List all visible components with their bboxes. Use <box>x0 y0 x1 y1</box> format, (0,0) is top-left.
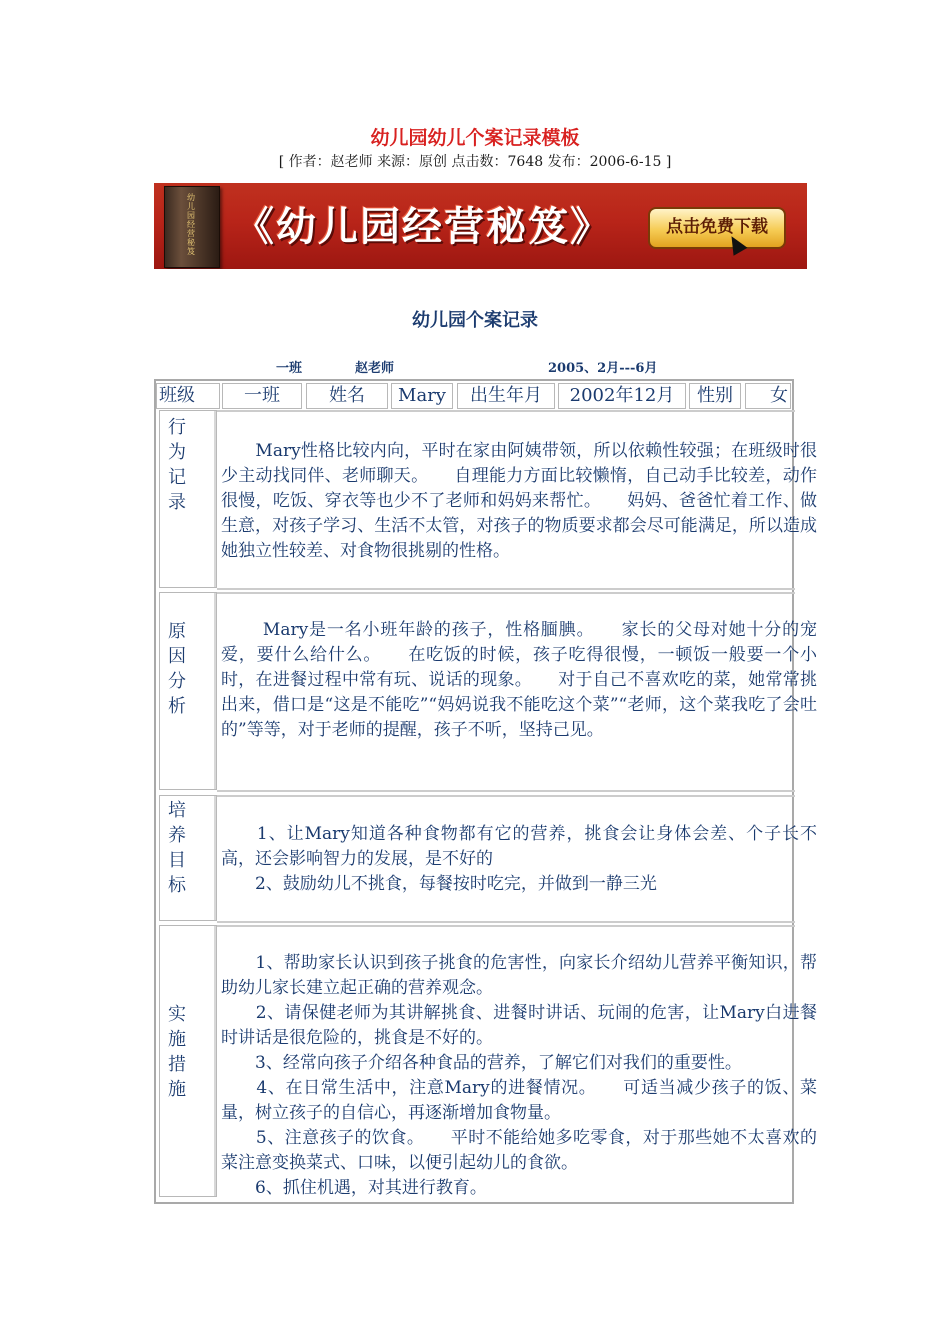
name-label: 姓名 <box>306 383 388 409</box>
download-banner[interactable] <box>154 183 807 269</box>
class-value: 一班 <box>222 383 302 409</box>
birth-value: 2002年12月 <box>558 383 686 409</box>
info-class: 一班 <box>276 361 303 376</box>
article-meta: [ 作者：赵老师 来源：原创 点击数：7648 发布：2006-6-15 ] <box>278 154 672 170</box>
info-teacher: 赵老师 <box>355 361 395 376</box>
info-period: 2005、2月---6月 <box>548 361 658 376</box>
paragraph: 4、在日常生活中，注意Mary的进餐情况。 可适当减少孩子的饭、菜量，树立孩子的自信心，再逐渐增加食物量。 <box>221 1078 817 1123</box>
paragraph: Mary性格比较内向，平时在家由阿姨带领，所以依赖性较强；在班级时很少主动找同伴、老师聊天。 自理能力方面比较懒惰，自己动手比较差，动作很慢，吃饭、穿衣等也少不了老师和妈妈来帮忙。 妈妈、爸爸忙着工作、做生意，对孩子学习、生活不太管，对孩子的物质要求都会尽可能满足，所以造成她独立性较差、对食物很挑剔的性格。 <box>221 441 817 561</box>
section-label-text: 行为记录 <box>168 417 186 513</box>
section-label-measures <box>159 925 217 1197</box>
section-label-text: 实施措施 <box>168 1004 186 1100</box>
record-title: 幼儿园个案记录 <box>412 310 538 331</box>
paragraph: Mary是一名小班年龄的孩子，性格腼腆。 家长的父母对她十分的宠爱，要什么给什么。 在吃饭的时候，孩子吃得很慢，一顿饭一般要一个小时，在进餐过程中常有玩、说话的现象。 对于自己不喜欢吃的菜，她常常挑出来，借口是“这是不能吃”“妈妈说我不能吃这个菜”“老师，这个菜我吃了会吐的”等等，对于老师的提醒，孩子不听，坚持己见。 <box>221 620 817 740</box>
page-title: 幼儿园幼儿个案记录模板 <box>370 127 580 149</box>
gender-label: 性别 <box>689 383 741 409</box>
section-label-behavior <box>159 410 217 588</box>
book-cover-icon <box>164 186 220 268</box>
class-label: 班级 <box>156 383 220 409</box>
paragraph: 1、帮助家长认识到孩子挑食的危害性，向家长介绍幼儿营养平衡知识，帮助幼儿家长建立起正确的营养观念。 <box>221 953 817 998</box>
name-value: Mary <box>391 383 453 409</box>
gender-value: 女 <box>745 383 791 409</box>
section-text-measures <box>221 951 817 1201</box>
section-text-cause <box>221 618 817 743</box>
paragraph: 6、抓住机遇，对其进行教育。 <box>221 1178 487 1198</box>
section-label-goal <box>159 795 217 921</box>
section-label-cause <box>159 592 217 790</box>
birth-label: 出生年月 <box>457 383 555 409</box>
book-title: 幼儿园经营秘笈 <box>187 193 195 256</box>
section-label-text: 原因分析 <box>168 621 186 717</box>
paragraph: 3、经常向孩子介绍各种食品的营养，了解它们对我们的重要性。 <box>221 1053 742 1073</box>
paragraph: 1、让Mary知道各种食物都有它的营养，挑食会让身体会差、个子长不高，还会影响智力的发展，是不好的 <box>221 824 817 869</box>
section-text-behavior <box>221 439 817 564</box>
section-label-text: 培养目标 <box>168 800 186 896</box>
banner-slogan: 《幼儿园经营秘笈》 <box>234 204 612 250</box>
paragraph: 2、鼓励幼儿不挑食，每餐按时吃完，并做到一静三光 <box>221 874 657 894</box>
free-download-button[interactable]: 点击免费下载 <box>648 207 786 249</box>
paragraph: 5、注意孩子的饮食。 平时不能给她多吃零食，对于那些她不太喜欢的菜注意变换菜式、口味，以便引起幼儿的食欲。 <box>221 1128 817 1173</box>
paragraph: 2、请保健老师为其讲解挑食、进餐时讲话、玩闹的危害，让Mary白进餐时讲话是很危险的，挑食是不好的。 <box>221 1003 817 1048</box>
section-text-goal <box>221 822 817 897</box>
